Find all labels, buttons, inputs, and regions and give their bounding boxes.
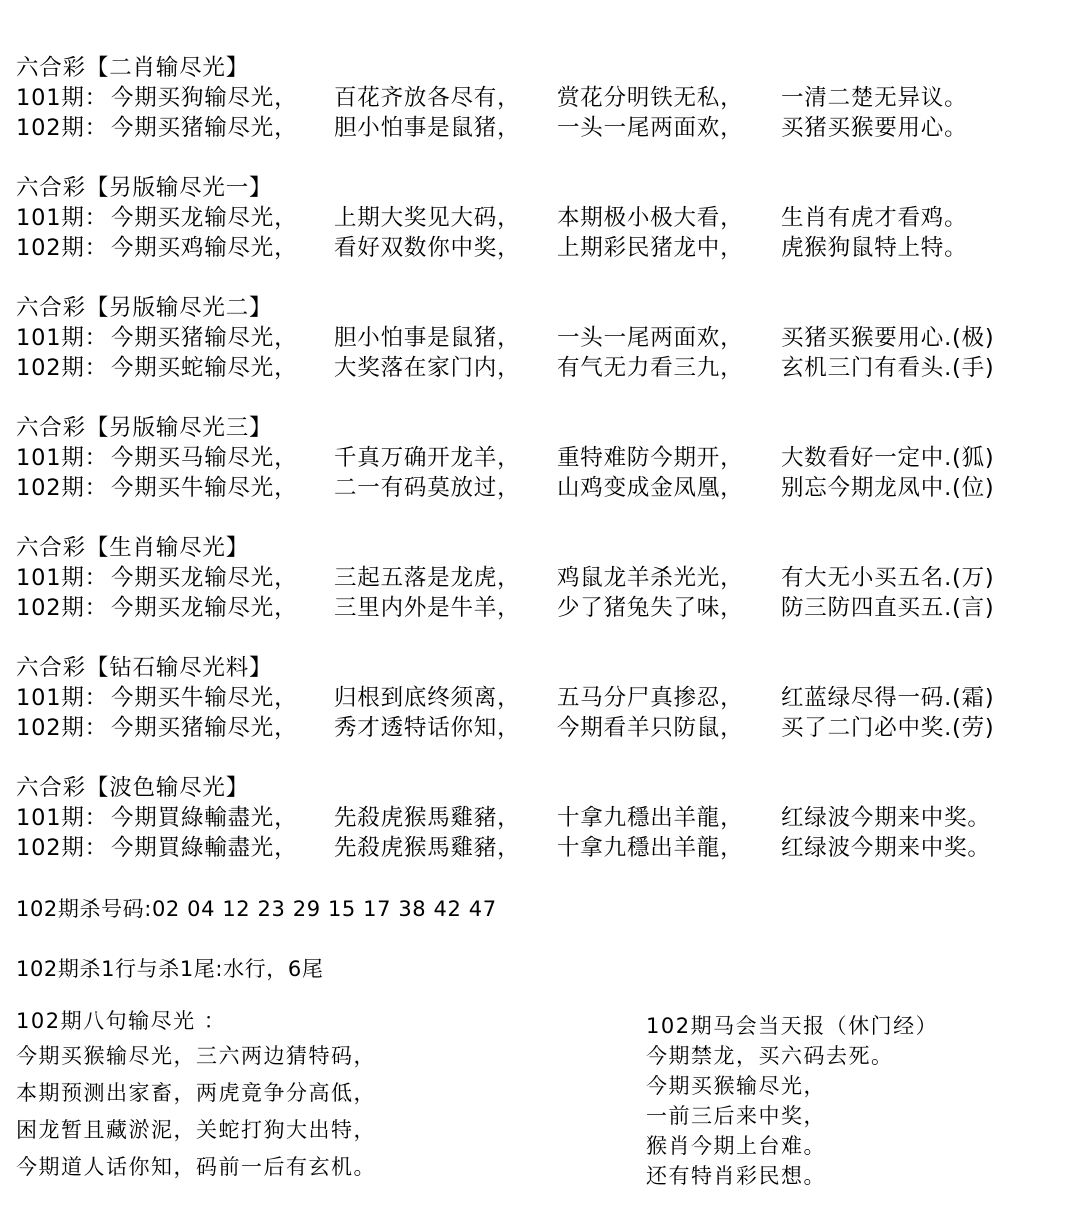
verse-phrase: 大数看好一定中.(狐) — [781, 445, 995, 471]
section-header: 六合彩【二肖输尽光】 — [16, 55, 250, 81]
verse-phrase: 上期彩民猪龙中， — [557, 235, 744, 261]
kill-row-tail-line: 102期杀1行与杀1尾:水行，6尾 — [16, 957, 324, 981]
eight-lines-block — [16, 1004, 616, 1186]
verse-line — [16, 353, 1066, 383]
period-label: 101期： — [16, 325, 108, 351]
section-header: 六合彩【另版输尽光一】 — [16, 175, 273, 201]
verse-phrase: 别忘今期龙凤中.(位) — [781, 475, 995, 501]
period-label: 102期： — [16, 475, 108, 501]
period-label: 101期： — [16, 805, 108, 831]
horse-report-line: 猴肖今期上台难。 — [646, 1134, 826, 1158]
section-header: 六合彩【生肖输尽光】 — [16, 535, 250, 561]
eight-lines-verse: 困龙暂且藏淤泥，关蛇打狗大出特， — [16, 1118, 376, 1142]
verse-line — [16, 683, 1066, 713]
verse-phrase: 买猪买猴要用心.(极) — [781, 325, 995, 351]
period-label: 101期： — [16, 85, 108, 111]
verse-line — [16, 443, 1066, 473]
verse-phrase: 今期看羊只防鼠， — [557, 715, 744, 741]
verse-line — [16, 203, 1066, 233]
verse-phrase: 千真万确开龙羊， — [334, 445, 521, 471]
horse-report-line: 还有特肖彩民想。 — [646, 1164, 826, 1188]
horse-report-block — [646, 1011, 1066, 1191]
verse-phrase: 有气无力看三九， — [557, 355, 744, 381]
verse-phrase: 归根到底终须离， — [334, 685, 521, 711]
period-label: 102期： — [16, 715, 108, 741]
verse-phrase: 看好双数你中奖， — [334, 235, 521, 261]
verse-phrase: 本期极小极大看， — [557, 205, 744, 231]
section-bose — [16, 773, 1066, 893]
verse-phrase: 今期买猪输尽光， — [111, 325, 298, 351]
period-label: 102期： — [16, 115, 108, 141]
verse-phrase: 防三防四直买五.(言) — [781, 595, 995, 621]
section-header: 六合彩【另版输尽光三】 — [16, 415, 273, 441]
section-lingban-2 — [16, 293, 1066, 413]
verse-phrase: 大奖落在家门内， — [334, 355, 521, 381]
period-label: 102期： — [16, 835, 108, 861]
verse-phrase: 红蓝绿尽得一码.(霜) — [781, 685, 995, 711]
verse-phrase: 今期买猪输尽光， — [111, 115, 298, 141]
verse-phrase: 虎猴狗鼠特上特。 — [781, 235, 968, 261]
period-label: 101期： — [16, 685, 108, 711]
eight-lines-verse: 今期道人话你知，码前一后有玄机。 — [16, 1155, 376, 1179]
period-label: 102期： — [16, 355, 108, 381]
verse-phrase: 今期买龙输尽光， — [111, 595, 298, 621]
section-header: 六合彩【波色输尽光】 — [16, 775, 250, 801]
verse-line — [16, 563, 1066, 593]
period-label: 102期： — [16, 595, 108, 621]
verse-phrase: 一清二楚无异议。 — [781, 85, 968, 111]
eight-lines-title: 102期八句输尽光 ： — [16, 1009, 227, 1033]
verse-phrase: 有大无小买五名.(万) — [781, 565, 995, 591]
verse-phrase: 红绿波今期来中奖。 — [781, 805, 991, 831]
period-label: 101期： — [16, 445, 108, 471]
verse-phrase: 胆小怕事是鼠猪， — [334, 325, 521, 351]
verse-phrase: 一头一尾两面欢， — [557, 115, 744, 141]
section-shengxiao — [16, 533, 1066, 653]
verse-phrase: 二一有码莫放过， — [334, 475, 521, 501]
verse-line — [16, 833, 1066, 863]
verse-phrase: 先殺虎猴馬雞豬， — [334, 805, 521, 831]
period-label: 101期： — [16, 565, 108, 591]
verse-phrase: 五马分尸真掺忍， — [557, 685, 744, 711]
verse-phrase: 三里内外是牛羊， — [334, 595, 521, 621]
verse-phrase: 玄机三门有看头.(手) — [781, 355, 995, 381]
period-label: 102期： — [16, 235, 108, 261]
verse-phrase: 三起五落是龙虎， — [334, 565, 521, 591]
verse-phrase: 秀才透特话你知， — [334, 715, 521, 741]
section-header: 六合彩【另版输尽光二】 — [16, 295, 273, 321]
horse-report-line: 今期禁龙，买六码去死。 — [646, 1044, 894, 1068]
verse-phrase: 重特难防今期开， — [557, 445, 744, 471]
verse-phrase: 百花齐放各尽有， — [334, 85, 521, 111]
verse-phrase: 今期买牛输尽光， — [111, 685, 298, 711]
verse-line — [16, 323, 1066, 353]
verse-line — [16, 473, 1066, 503]
verse-phrase: 胆小怕事是鼠猪， — [334, 115, 521, 141]
verse-phrase: 今期买猪输尽光， — [111, 715, 298, 741]
verse-sections — [16, 53, 1066, 893]
verse-line — [16, 713, 1066, 743]
verse-phrase: 今期买狗输尽光， — [111, 85, 298, 111]
verse-phrase: 先殺虎猴馬雞豬， — [334, 835, 521, 861]
verse-phrase: 今期买牛输尽光， — [111, 475, 298, 501]
verse-phrase: 今期买龙输尽光， — [111, 205, 298, 231]
verse-line — [16, 233, 1066, 263]
verse-phrase: 红绿波今期来中奖。 — [781, 835, 991, 861]
horse-report-title: 102期马会当天报（休门经） — [646, 1014, 939, 1038]
kill-numbers-line: 102期杀号码:02 04 12 23 29 15 17 38 42 47 — [16, 897, 497, 921]
section-erxiao — [16, 53, 1066, 173]
verse-phrase: 十拿九穩出羊龍， — [557, 805, 744, 831]
verse-phrase: 鸡鼠龙羊杀光光， — [557, 565, 744, 591]
section-header: 六合彩【钻石输尽光料】 — [16, 655, 273, 681]
verse-phrase: 山鸡变成金凤凰， — [557, 475, 744, 501]
verse-phrase: 买猪买猴要用心。 — [781, 115, 968, 141]
verse-phrase: 一头一尾两面欢， — [557, 325, 744, 351]
verse-line — [16, 83, 1066, 113]
section-lingban-3 — [16, 413, 1066, 533]
verse-line — [16, 113, 1066, 143]
verse-phrase: 今期買綠輸盡光， — [111, 805, 298, 831]
horse-report-line: 一前三后来中奖， — [646, 1104, 826, 1128]
verse-phrase: 少了猪兔失了味， — [557, 595, 744, 621]
verse-phrase: 今期买鸡输尽光， — [111, 235, 298, 261]
verse-phrase: 今期买马输尽光， — [111, 445, 298, 471]
verse-phrase: 十拿九穩出羊龍， — [557, 835, 744, 861]
period-label: 101期： — [16, 205, 108, 231]
verse-phrase: 上期大奖见大码， — [334, 205, 521, 231]
verse-phrase: 今期買綠輸盡光， — [111, 835, 298, 861]
horse-report-line: 今期买猴输尽光， — [646, 1074, 826, 1098]
verse-phrase: 今期买龙输尽光， — [111, 565, 298, 591]
verse-phrase: 买了二门必中奖.(劳) — [781, 715, 995, 741]
verse-phrase: 今期买蛇输尽光， — [111, 355, 298, 381]
verse-line — [16, 803, 1066, 833]
eight-lines-verse: 今期买猴输尽光，三六两边猜特码， — [16, 1044, 376, 1068]
section-zuanshi — [16, 653, 1066, 773]
verse-line — [16, 593, 1066, 623]
section-lingban-1 — [16, 173, 1066, 293]
verse-phrase: 赏花分明铁无私， — [557, 85, 744, 111]
verse-phrase: 生肖有虎才看鸡。 — [781, 205, 968, 231]
eight-lines-verse: 本期预测出家畜，两虎竟争分高低， — [16, 1081, 376, 1105]
